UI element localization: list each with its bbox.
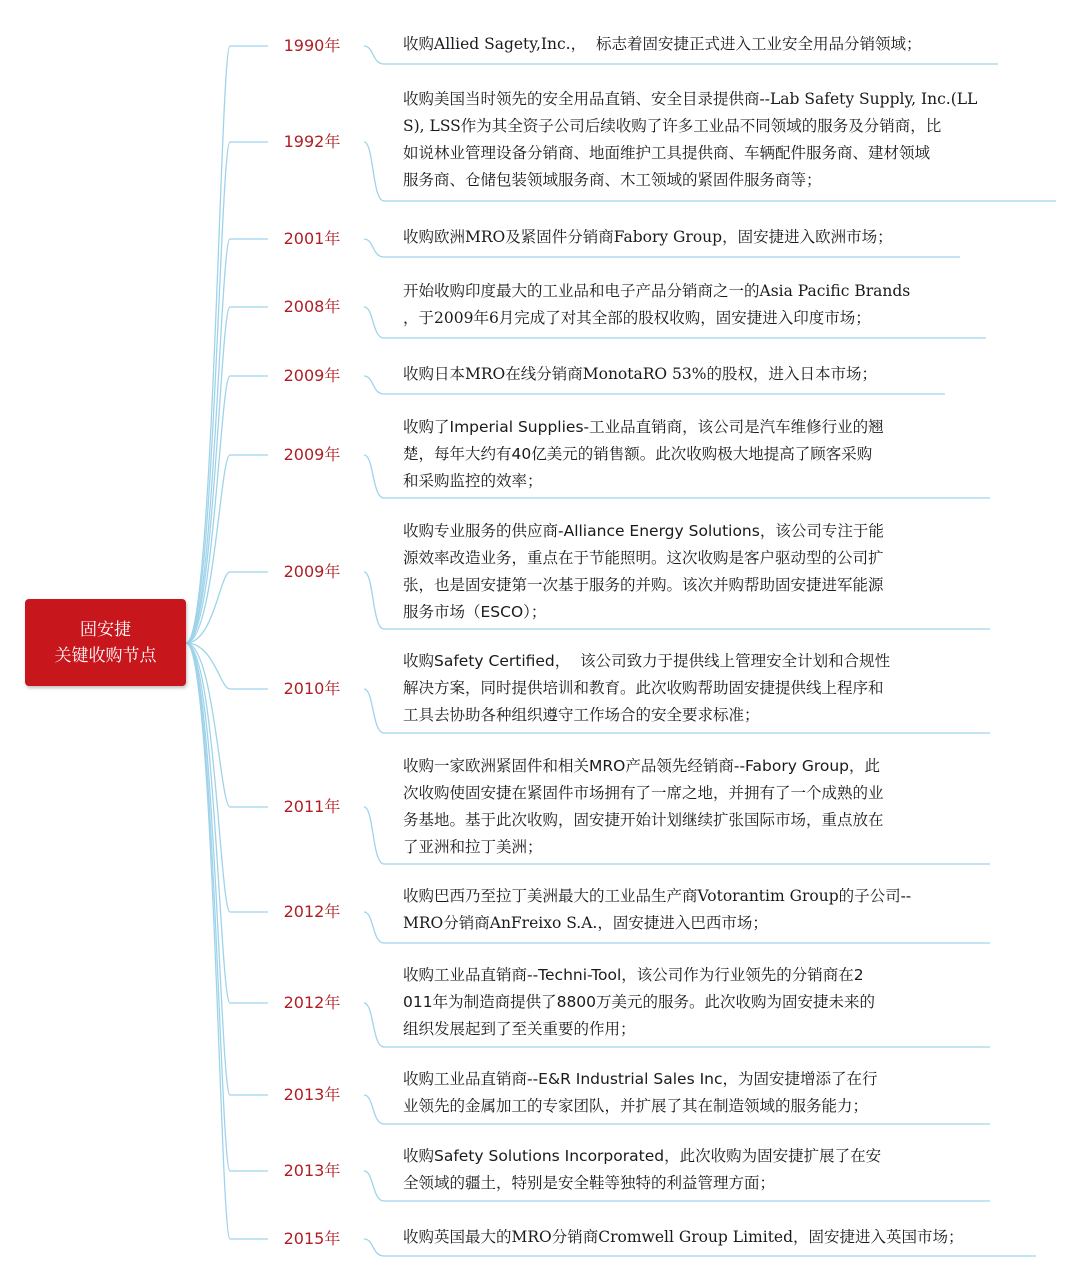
connector-line: [186, 643, 230, 1239]
milestone-year: 2009年: [283, 366, 341, 385]
description-line: 收购工业品直销商--E&R Industrial Sales Inc，为固安捷增添了在行: [403, 1070, 878, 1088]
description-line: 收购Allied Sagety,Inc.， 标志着固安捷正式进入工业安全用品分销领域；: [403, 35, 922, 53]
milestone-year: 2009年: [283, 562, 341, 581]
description-line: 收购欧洲MRO及紧固件分销商Fabory Group，固安捷进入欧洲市场；: [403, 228, 893, 246]
milestone-description: [403, 1143, 881, 1197]
description-line: 业领先的金属加工的专家团队，并扩展了其在制造领域的服务能力；: [403, 1097, 869, 1115]
milestone-description: [403, 1066, 878, 1120]
description-line: 收购一家欧洲紧固件和相关MRO产品领先经销商--Fabory Group，此: [403, 757, 881, 775]
milestone-description: [403, 86, 977, 194]
description-line: 如说林业管理设备分销商、地面维护工具提供商、车辆配件服务商、建材领域: [403, 144, 931, 162]
description-line: 服务市场（ESCO）；: [403, 603, 547, 621]
description-line: 次收购使固安捷在紧固件市场拥有了一席之地，并拥有了一个成熟的业: [403, 784, 884, 802]
milestone-description: [403, 224, 893, 251]
connector-line: [364, 1239, 384, 1256]
description-line: 服务商、仓储包装领域服务商、木工领域的紧固件服务商等；: [403, 171, 822, 189]
milestone-year: 2013年: [283, 1085, 341, 1104]
milestone-description: [403, 414, 884, 495]
description-line: 组织发展起到了至关重要的作用；: [403, 1020, 636, 1038]
description-line: 楚，每年大约有40亿美元的销售额。此次收购极大地提高了顾客采购: [403, 445, 873, 463]
milestone-year: 2012年: [283, 993, 341, 1012]
root-subtitle: 关键收购节点: [54, 645, 157, 666]
connector-line: [364, 307, 384, 338]
description-line: S), LSS作为其全资子公司后续收购了许多工业品不同领域的服务及分销商，比: [403, 117, 942, 135]
description-line: 张，也是固安捷第一次基于服务的并购。该次并购帮助固安捷进军能源: [403, 576, 884, 594]
description-line: MRO分销商AnFreixo S.A.，固安捷进入巴西市场；: [403, 914, 768, 932]
connector-line: [364, 1095, 384, 1124]
description-line: 解决方案，同时提供培训和教育。此次收购帮助固安捷提供线上程序和: [403, 679, 884, 697]
connector-line: [364, 142, 384, 201]
milestone-description: [403, 1224, 964, 1251]
connector-line: [364, 572, 384, 629]
description-line: 收购美国当时领先的安全用品直销、安全目录提供商--Lab Safety Supply, Inc.(LL: [403, 90, 978, 108]
milestone-year: 2012年: [283, 902, 341, 921]
description-line: 收购日本MRO在线分销商MonotaRO 53%的股权，进入日本市场；: [403, 365, 877, 383]
milestone-description: [403, 753, 884, 861]
connector-line: [364, 376, 384, 394]
milestone-description: [403, 518, 884, 626]
description-line: 011年为制造商提供了8800万美元的服务。此次收购为固安捷未来的: [403, 993, 876, 1011]
connector-line: [364, 455, 384, 498]
description-line: 收购工业品直销商--Techni-Tool，该公司作为行业领先的分销商在2: [403, 966, 864, 984]
description-line: ，于2009年6月完成了对其全部的股权收购，固安捷进入印度市场；: [403, 309, 871, 327]
description-line: 全领域的疆土，特别是安全鞋等独特的利益管理方面；: [403, 1174, 776, 1192]
milestone-year: 1992年: [283, 132, 341, 151]
connector-line: [186, 643, 230, 1171]
root-node: [25, 599, 186, 686]
milestone-description: [403, 883, 911, 937]
connector-line: [364, 46, 384, 64]
milestone-description: [403, 361, 877, 388]
milestone-description: [403, 31, 921, 58]
description-line: 源效率改造业务，重点在于节能照明。这次收购是客户驱动型的公司扩: [403, 549, 884, 567]
description-line: 收购英国最大的MRO分销商Cromwell Group Limited，固安捷进入英国市场；: [403, 1228, 964, 1246]
milestone-year: 2013年: [283, 1161, 341, 1180]
connector-line: [364, 239, 384, 257]
description-line: 收购Safety Certified， 该公司致力于提供线上管理安全计划和合规性: [403, 652, 891, 670]
description-line: 务基地。基于此次收购，固安捷开始计划继续扩张国际市场，重点放在: [403, 811, 884, 829]
connector-line: [364, 807, 384, 864]
description-line: 工具去协助各种组织遵守工作场合的安全要求标准；: [403, 706, 760, 724]
milestone-year: 2015年: [283, 1229, 341, 1248]
connector-line: [186, 643, 230, 1003]
milestone-year: 2008年: [283, 297, 341, 316]
description-line: 收购巴西乃至拉丁美洲最大的工业品生产商Votorantim Group的子公司--: [403, 887, 912, 905]
milestone-year: 2009年: [283, 445, 341, 464]
connector-line: [364, 1003, 384, 1047]
milestone-year: 1990年: [283, 36, 341, 55]
milestone-description: [403, 962, 875, 1043]
milestone-description: [403, 648, 890, 729]
description-line: 收购专业服务的供应商-Alliance Energy Solutions，该公司专注于能: [403, 522, 884, 540]
milestone-year: 2001年: [283, 229, 341, 248]
description-line: 开始收购印度最大的工业品和电子产品分销商之一的Asia Pacific Brands: [403, 282, 911, 300]
milestone-description: [403, 278, 910, 332]
connector-line: [364, 1171, 384, 1201]
description-line: 收购了Imperial Supplies-工业品直销商，该公司是汽车维修行业的翘: [403, 418, 884, 436]
milestone-year: 2011年: [283, 797, 341, 816]
description-line: 收购Safety Solutions Incorporated，此次收购为固安捷扩展了在安: [403, 1147, 882, 1165]
milestone-year: 2010年: [283, 679, 341, 698]
root-title: 固安捷: [80, 619, 131, 640]
connector-line: [364, 689, 384, 733]
connector-line: [364, 912, 384, 943]
description-line: 了亚洲和拉丁美洲；: [403, 838, 543, 856]
description-line: 和采购监控的效率；: [403, 472, 543, 490]
